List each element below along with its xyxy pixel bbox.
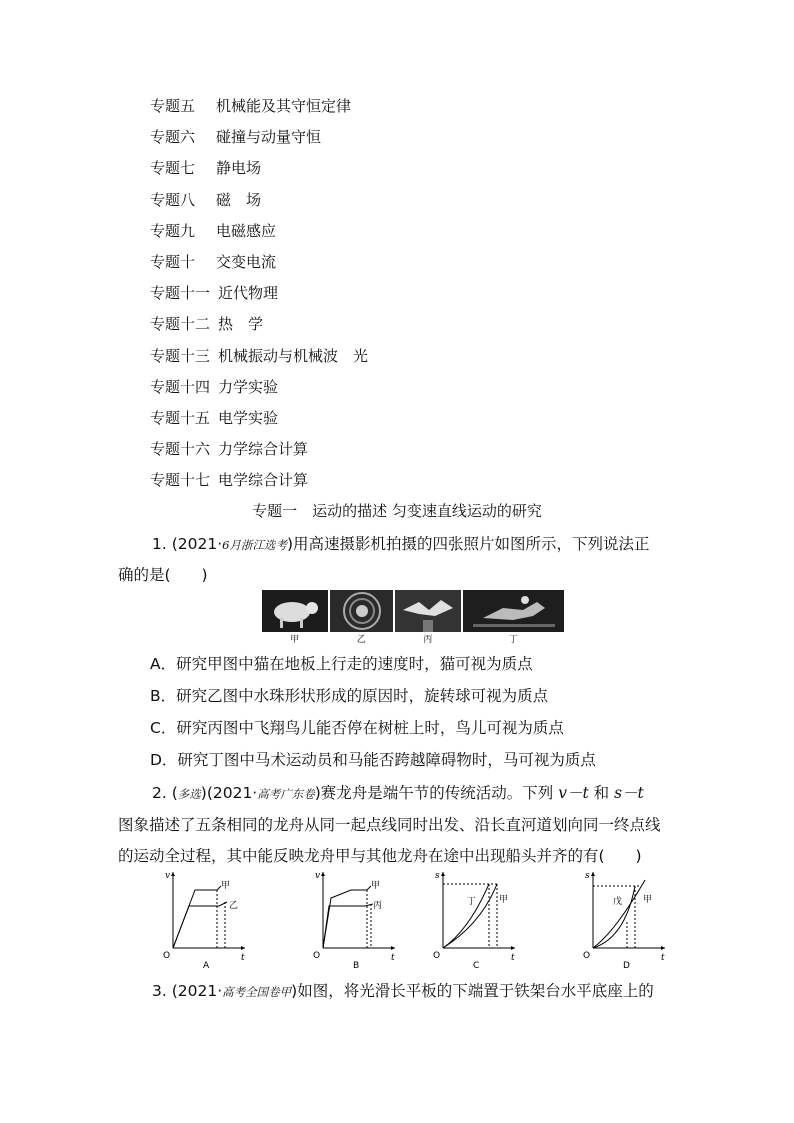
toc-item <box>150 311 368 342</box>
toc-item-title: 静电场 <box>216 159 262 178</box>
svg-text:B: B <box>353 961 360 968</box>
svg-text:v: v <box>315 871 321 881</box>
option-b: B．研究乙图中水珠形状形成的原因时，旋转球可视为质点 <box>150 687 549 705</box>
toc-item <box>150 436 368 467</box>
toc-item <box>150 405 368 436</box>
toc-item-number: 专题五 <box>150 97 196 115</box>
svg-text:v: v <box>165 871 171 881</box>
svg-text:t: t <box>241 953 245 963</box>
question-3-stem: 3. (2021·高考全国卷甲)如图，将光滑长平板的下端置于铁架台水平底座上的 <box>152 982 654 1000</box>
toc-item-number: 专题十四 <box>150 377 211 396</box>
graph-a <box>155 868 255 968</box>
photo-bird <box>395 590 461 632</box>
toc-item-number: 专题十七 <box>150 471 211 490</box>
svg-text:甲: 甲 <box>643 895 653 905</box>
toc-item <box>150 187 368 218</box>
photo-spinning-ball <box>330 590 394 632</box>
svg-text:t: t <box>661 953 665 963</box>
svg-text:s: s <box>435 871 440 881</box>
svg-text:乙: 乙 <box>229 901 239 911</box>
toc-item <box>150 249 368 280</box>
question-2-graphs <box>155 868 675 968</box>
graph-c <box>425 868 525 968</box>
toc-item-number: 专题十二 <box>150 315 211 334</box>
photo-labels: 甲 乙 丙 丁 <box>290 635 518 645</box>
graph-b <box>305 868 405 968</box>
toc-item-title: 热 学 <box>218 315 264 334</box>
toc-item-number: 专题八 <box>150 190 196 209</box>
toc-item-title: 电磁感应 <box>216 221 277 240</box>
svg-text:t: t <box>391 953 395 963</box>
question-2-stem: 2. (多选)(2021·高考广东卷)赛龙舟是端午节的传统活动。下列 v－t 和 s－t <box>152 784 644 802</box>
toc-item-title: 电学综合计算 <box>218 471 309 490</box>
toc-item-title: 磁 场 <box>216 190 262 209</box>
toc-item-number: 专题十六 <box>150 440 211 459</box>
svg-text:t: t <box>511 953 515 963</box>
toc-item <box>150 155 368 186</box>
question-1-stem: 1. (2021·6月浙江选考)用高速摄影机拍摄的四张照片如图所示，下列说法正 <box>152 535 650 553</box>
question-source: 6月浙江选考 <box>222 538 287 552</box>
toc-item <box>150 374 368 405</box>
question-2-stem-line2: 图象描述了五条相同的龙舟从同一起点线同时出发、沿长直河道划向同一终点线 <box>118 816 661 834</box>
svg-text:O: O <box>313 951 321 961</box>
toc-item <box>150 280 368 311</box>
toc-item-number: 专题九 <box>150 221 196 240</box>
toc-item <box>150 124 368 155</box>
toc-item-title: 力学实验 <box>218 377 279 396</box>
svg-text:甲: 甲 <box>221 881 231 891</box>
question-1-stem-cont: 确的是( ) <box>118 566 208 584</box>
toc-item-title: 机械振动与机械波 光 <box>218 346 369 365</box>
toc-item-title: 电学实验 <box>218 408 279 427</box>
svg-text:O: O <box>433 951 441 961</box>
svg-text:O: O <box>583 951 591 961</box>
photo-horse-rider <box>463 590 564 632</box>
svg-text:甲: 甲 <box>499 895 509 905</box>
svg-text:戊: 戊 <box>613 897 623 907</box>
svg-text:丁: 丁 <box>467 897 477 907</box>
svg-text:D: D <box>623 961 630 968</box>
toc-item-title: 近代物理 <box>218 284 279 303</box>
toc-item-title: 机械能及其守恒定律 <box>216 97 352 115</box>
svg-text:A: A <box>203 961 210 968</box>
toc-item-number: 专题六 <box>150 128 196 147</box>
toc-item-number: 专题十三 <box>150 346 211 365</box>
toc-item-title: 交变电流 <box>216 252 277 271</box>
table-of-contents <box>150 93 368 498</box>
toc-item-number: 专题十一 <box>150 284 211 303</box>
toc-item-title: 碰撞与动量守恒 <box>216 128 322 147</box>
question-1-photos <box>262 590 564 645</box>
svg-text:C: C <box>473 961 480 968</box>
option-a: A．研究甲图中猫在地板上行走的速度时，猫可视为质点 <box>150 655 533 673</box>
svg-text:甲: 甲 <box>371 881 381 891</box>
svg-text:丙: 丙 <box>373 901 383 911</box>
toc-item-title: 力学综合计算 <box>218 440 309 459</box>
option-c: C．研究丙图中飞翔鸟儿能否停在树桩上时，鸟儿可视为质点 <box>150 719 564 737</box>
svg-text:O: O <box>163 951 171 961</box>
section-title: 专题一 运动的描述 匀变速直线运动的研究 <box>252 502 542 520</box>
graph-d <box>575 868 675 968</box>
question-2-stem-line3: 的运动全过程，其中能反映龙舟甲与其他龙舟在途中出现船头并齐的有( ) <box>118 847 642 865</box>
option-d: D．研究丁图中马术运动员和马能否跨越障碍物时，马可视为质点 <box>150 751 596 769</box>
toc-item <box>150 467 368 498</box>
toc-item-number: 专题十 <box>150 252 196 271</box>
photo-cat <box>262 590 328 632</box>
toc-item-number: 专题七 <box>150 159 196 178</box>
toc-item <box>150 343 368 374</box>
toc-item <box>150 93 368 124</box>
toc-item <box>150 218 368 249</box>
toc-item-number: 专题十五 <box>150 408 211 427</box>
svg-text:s: s <box>585 871 590 881</box>
